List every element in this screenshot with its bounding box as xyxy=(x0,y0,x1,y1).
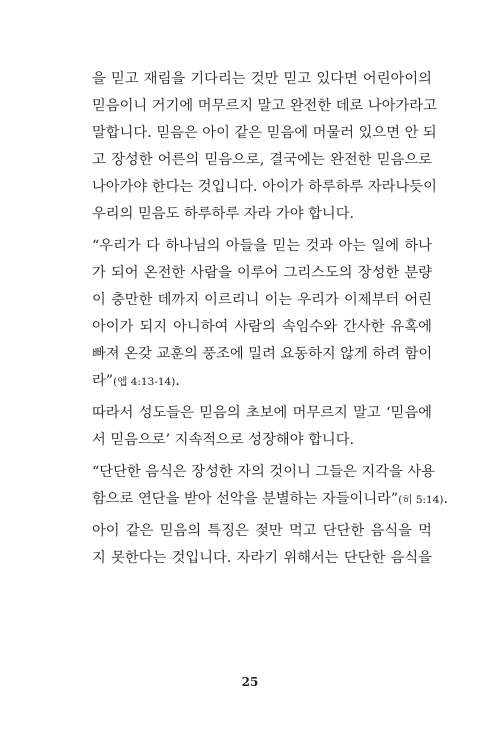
text-line: “단단한 음식은 장성한 자의 것이니 그들은 지각을 사용 xyxy=(92,464,435,480)
text-line: 따라서 성도들은 믿음의 초보에 머무르지 말고 ‘믿음에 xyxy=(92,405,432,421)
scripture-reference: (히 5:14) xyxy=(398,494,444,506)
text-line: 아이가 되지 아니하여 사람의 속임수와 간사한 유혹에 xyxy=(92,319,432,335)
text-line: 을 믿고 재림을 기다리는 것만 믿고 있다면 어린아이의 xyxy=(92,71,432,87)
text-line: 우리의 믿음도 하루하루 자라 가야 합니다. xyxy=(92,206,355,222)
text-line: 가 되어 온전한 사람을 이루어 그리스도의 장성한 분량 xyxy=(92,265,432,281)
period: . xyxy=(443,491,449,507)
scripture-reference: (엡 4:13-14) xyxy=(113,376,176,388)
quote-end: 함으로 연단을 받아 선악을 분별하는 자들이니라” xyxy=(92,491,399,507)
text-line: 아이 같은 믿음의 특징은 젖만 먹고 단단한 음식을 먹 xyxy=(92,523,432,539)
body-text xyxy=(92,66,449,572)
text-line: 말합니다. 믿음은 아이 같은 믿음에 머물러 있으면 안 되 xyxy=(92,125,437,141)
text-line: 믿음이니 거기에 머무르지 말고 완전한 데로 나아가라고 xyxy=(92,98,437,114)
text-line: 지 못한다는 것입니다. 자라기 위해서는 단단한 음식을 xyxy=(92,550,432,566)
text-line: 이 충만한 데까지 이르리니 이는 우리가 이제부터 어린 xyxy=(92,292,432,308)
text-line: 고 장성한 어른의 믿음으로, 결국에는 완전한 믿음으로 xyxy=(92,152,432,168)
text-line xyxy=(92,486,449,513)
text-line: 나아가야 한다는 것입니다. 아이가 하루하루 자라나듯이 xyxy=(92,179,437,195)
quote-end: 라” xyxy=(92,373,114,389)
page-number: 25 xyxy=(241,675,259,689)
text-line xyxy=(92,368,432,395)
text-line: 서 믿음으로’ 지속적으로 성장해야 합니다. xyxy=(92,432,355,448)
text-line: “우리가 다 하나님의 아들을 믿는 것과 아는 일에 하나 xyxy=(92,238,432,254)
period: . xyxy=(175,373,180,389)
text-line: 빠져 온갖 교훈의 풍조에 밀려 요동하지 않게 하려 함이 xyxy=(92,346,433,362)
